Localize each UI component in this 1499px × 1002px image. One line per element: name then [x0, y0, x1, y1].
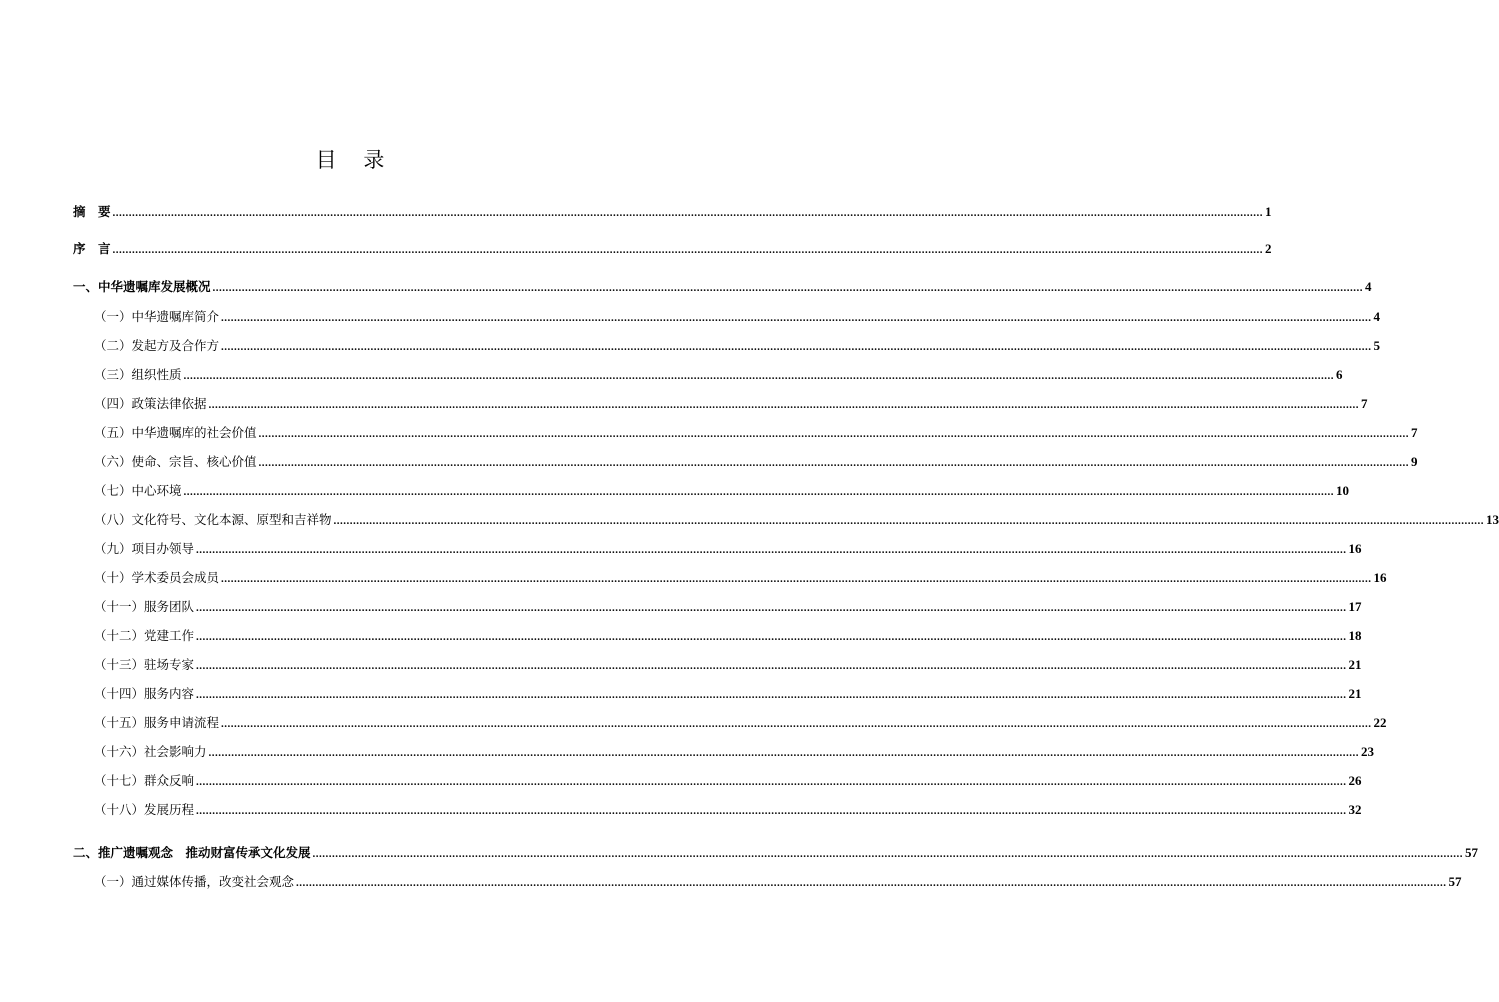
- toc-dot-leader: ..................................................................................................................................................................................................................................................................................................................................................................: [112, 207, 1264, 219]
- toc-entry[interactable]: [94, 568, 1387, 588]
- toc-page-number: 57: [1448, 874, 1462, 889]
- toc-entry-label: （四）政策法律依据: [94, 396, 207, 411]
- toc-entry[interactable]: [94, 481, 1350, 501]
- toc-dot-leader: ..................................................................................................................................................................................................................................................................................................................................................................: [258, 457, 1410, 469]
- toc-entry-label: （九）项目办领导: [94, 541, 195, 556]
- toc-entry-label: （七）中心环境: [94, 483, 182, 498]
- toc-page-number: 4: [1365, 279, 1372, 294]
- toc-dot-leader: ..................................................................................................................................................................................................................................................................................................................................................................: [312, 848, 1464, 860]
- toc-entry-label: （一）通过媒体传播，改变社会观念: [94, 874, 295, 889]
- toc-dot-leader: ..................................................................................................................................................................................................................................................................................................................................................................: [221, 341, 1372, 353]
- toc-dot-leader: ..................................................................................................................................................................................................................................................................................................................................................................: [212, 282, 1364, 294]
- toc-entry-label: （十二）党建工作: [94, 628, 195, 643]
- toc-entry-label: （八）文化符号、文化本源、原型和吉祥物: [94, 512, 332, 527]
- toc-page-number: 22: [1373, 715, 1387, 730]
- toc-entry-label: （一）中华遗嘱库简介: [94, 309, 220, 324]
- toc-entry-label: 二、推广遗嘱观念 推动财富传承文化发展: [73, 845, 311, 860]
- toc-dot-leader: ..................................................................................................................................................................................................................................................................................................................................................................: [296, 877, 1447, 889]
- toc-entry[interactable]: [94, 365, 1343, 385]
- toc-page-number: 26: [1348, 773, 1362, 788]
- toc-dot-leader: ..................................................................................................................................................................................................................................................................................................................................................................: [221, 718, 1372, 730]
- toc-page-number: 21: [1348, 686, 1362, 701]
- toc-entry-label: （十七）群众反响: [94, 773, 195, 788]
- toc-dot-leader: ..................................................................................................................................................................................................................................................................................................................................................................: [112, 244, 1264, 256]
- toc-entry[interactable]: [94, 713, 1387, 733]
- toc-entry-label: 序 言: [73, 241, 111, 256]
- toc-entry[interactable]: [94, 597, 1362, 617]
- toc-entry[interactable]: [94, 742, 1375, 762]
- toc-entry[interactable]: [94, 452, 1418, 472]
- toc-dot-leader: ..................................................................................................................................................................................................................................................................................................................................................................: [208, 747, 1360, 759]
- toc-dot-leader: ..................................................................................................................................................................................................................................................................................................................................................................: [208, 399, 1360, 411]
- toc-entry-label: （二）发起方及合作方: [94, 338, 220, 353]
- toc-entry[interactable]: [73, 277, 1372, 297]
- toc-dot-leader: ..................................................................................................................................................................................................................................................................................................................................................................: [196, 660, 1347, 672]
- toc-dot-leader: ..................................................................................................................................................................................................................................................................................................................................................................: [183, 370, 1335, 382]
- toc-entry[interactable]: [94, 800, 1362, 820]
- toc-page-number: 13: [1486, 512, 1499, 527]
- toc-entry-label: 一、中华遗嘱库发展概况: [73, 279, 211, 294]
- toc-entry-label: （十五）服务申请流程: [94, 715, 220, 730]
- toc-entry-label: （十一）服务团队: [94, 599, 195, 614]
- toc-page-number: 57: [1465, 845, 1479, 860]
- toc-entry-label: 摘 要: [73, 204, 111, 219]
- toc-page-number: 9: [1411, 454, 1418, 469]
- toc-entry[interactable]: [94, 423, 1418, 443]
- toc-page-number: 7: [1361, 396, 1368, 411]
- toc-dot-leader: ..................................................................................................................................................................................................................................................................................................................................................................: [196, 805, 1347, 817]
- toc-entry[interactable]: [94, 307, 1381, 327]
- toc-dot-leader: ..................................................................................................................................................................................................................................................................................................................................................................: [221, 312, 1372, 324]
- toc-dot-leader: ..................................................................................................................................................................................................................................................................................................................................................................: [221, 573, 1372, 585]
- toc-entry[interactable]: [94, 510, 1499, 530]
- toc-dot-leader: ..................................................................................................................................................................................................................................................................................................................................................................: [333, 515, 1485, 527]
- toc-entry[interactable]: [94, 872, 1462, 892]
- toc-entry-label: （六）使命、宗旨、核心价值: [94, 454, 257, 469]
- toc-page-number: 16: [1348, 541, 1362, 556]
- toc-entry[interactable]: [94, 539, 1362, 559]
- toc-entry[interactable]: [94, 394, 1368, 414]
- toc-page-number: 23: [1361, 744, 1375, 759]
- toc-page-number: 10: [1336, 483, 1350, 498]
- toc-entry[interactable]: [94, 684, 1362, 704]
- toc-page-number: 17: [1348, 599, 1362, 614]
- toc-page-number: 4: [1373, 309, 1381, 324]
- toc-entry-label: （十四）服务内容: [94, 686, 195, 701]
- toc-page-number: 21: [1348, 657, 1362, 672]
- toc-dot-leader: ..................................................................................................................................................................................................................................................................................................................................................................: [183, 486, 1335, 498]
- toc-page-number: 1: [1265, 204, 1272, 219]
- toc-entry[interactable]: [73, 239, 1272, 259]
- toc-dot-leader: ..................................................................................................................................................................................................................................................................................................................................................................: [258, 428, 1410, 440]
- toc-page-number: 18: [1348, 628, 1362, 643]
- toc-page-number: 7: [1411, 425, 1418, 440]
- toc-dot-leader: ..................................................................................................................................................................................................................................................................................................................................................................: [196, 544, 1347, 556]
- toc-entry-label: （十）学术委员会成员: [94, 570, 220, 585]
- toc-entry[interactable]: [94, 771, 1362, 791]
- toc-entry[interactable]: [94, 336, 1381, 356]
- toc-entry[interactable]: [94, 626, 1362, 646]
- toc-entry[interactable]: [73, 843, 1479, 863]
- toc-page-number: 16: [1373, 570, 1387, 585]
- page-title: 目 录: [315, 148, 395, 172]
- toc-entry[interactable]: [73, 202, 1272, 222]
- toc-page-number: 5: [1373, 338, 1381, 353]
- toc-entry-label: （三）组织性质: [94, 367, 182, 382]
- toc-page-number: 6: [1336, 367, 1343, 382]
- toc-entry-label: （十六）社会影响力: [94, 744, 207, 759]
- toc-entry-label: （五）中华遗嘱库的社会价值: [94, 425, 257, 440]
- toc-entry-label: （十八）发展历程: [94, 802, 195, 817]
- toc-dot-leader: ..................................................................................................................................................................................................................................................................................................................................................................: [196, 631, 1347, 643]
- toc-page-number: 2: [1265, 241, 1272, 256]
- toc-entry-label: （十三）驻场专家: [94, 657, 195, 672]
- toc-page-number: 32: [1348, 802, 1362, 817]
- toc-dot-leader: ..................................................................................................................................................................................................................................................................................................................................................................: [196, 776, 1347, 788]
- toc-dot-leader: ..................................................................................................................................................................................................................................................................................................................................................................: [196, 689, 1347, 701]
- toc-dot-leader: ..................................................................................................................................................................................................................................................................................................................................................................: [196, 602, 1347, 614]
- toc-entry[interactable]: [94, 655, 1362, 675]
